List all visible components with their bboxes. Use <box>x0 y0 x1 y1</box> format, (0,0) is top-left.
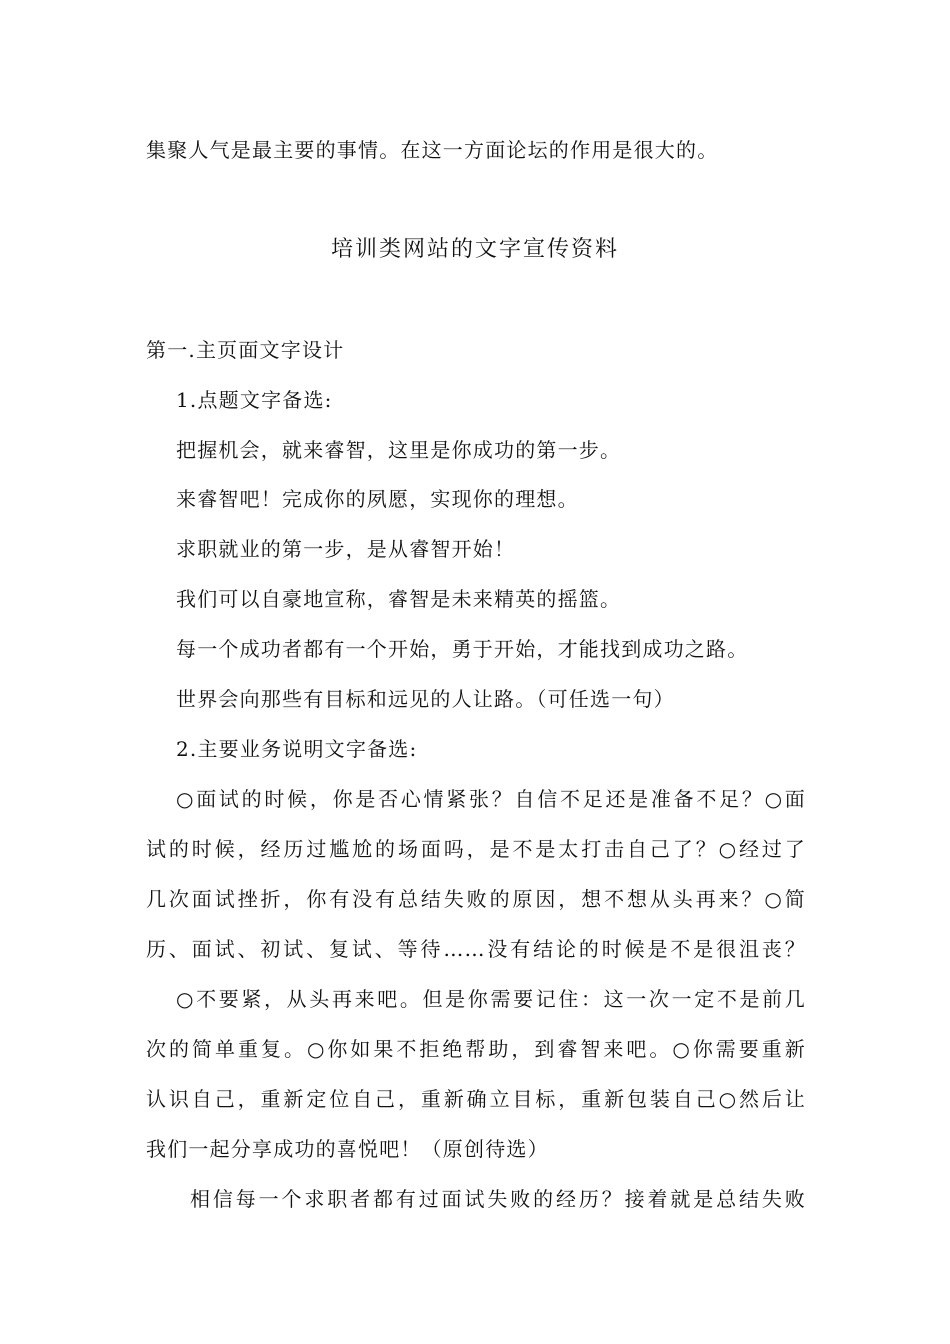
paragraph-line: 认识自己，重新定位自己，重新确立目标，重新包装自己○然后让 <box>146 1087 806 1111</box>
slogan-line: 求职就业的第一步，是从睿智开始！ <box>176 537 516 561</box>
intro-line: 集聚人气是最主要的事情。在这一方面论坛的作用是很大的。 <box>146 138 719 162</box>
paragraph-line: ○不要紧，从头再来吧。但是你需要记住：这一次一定不是前几 <box>176 987 806 1011</box>
slogan-line: 每一个成功者都有一个开始，勇于开始，才能找到成功之路。 <box>176 637 749 661</box>
paragraph-line: 次的简单重复。○你如果不拒绝帮助，到睿智来吧。○你需要重新 <box>146 1037 806 1061</box>
paragraph-line: 相信每一个求职者都有过面试失败的经历？接着就是总结失败 <box>190 1187 806 1211</box>
slogan-line: 世界会向那些有目标和远见的人让路。（可任选一句） <box>176 687 675 711</box>
section-heading: 第一.主页面文字设计 <box>146 338 345 362</box>
slogan-line: 我们可以自豪地宣称，睿智是未来精英的摇篮。 <box>176 587 622 611</box>
slogan-line: 把握机会，就来睿智，这里是你成功的第一步。 <box>176 438 622 462</box>
slogan-line: 来睿智吧！完成你的夙愿，实现你的理想。 <box>176 487 579 511</box>
document-title: 培训类网站的文字宣传资料 <box>330 237 619 262</box>
paragraph-line: 几次面试挫折，你有没有总结失败的原因，想不想从头再来？○简 <box>146 887 806 911</box>
subsection-heading-2: 2.主要业务说明文字备选: <box>176 737 418 761</box>
paragraph-line: 我们一起分享成功的喜悦吧！（原创待选） <box>146 1137 549 1161</box>
paragraph-line: 历、面试、初试、复试、等待……没有结论的时候是不是很沮丧？ <box>146 937 806 961</box>
paragraph-line: 试的时候，经历过尴尬的场面吗，是不是太打击自己了？○经过了 <box>146 837 806 861</box>
subsection-heading-1: 1.点题文字备选: <box>176 388 333 412</box>
paragraph-line: ○面试的时候，你是否心情紧张？自信不足还是准备不足？○面 <box>176 787 806 811</box>
